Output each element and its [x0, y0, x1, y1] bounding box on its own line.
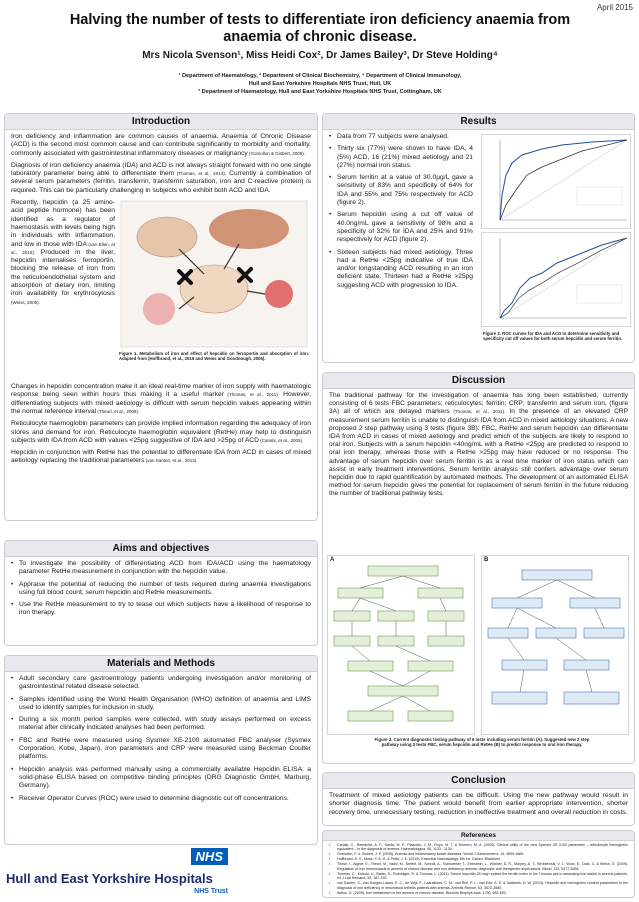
intro-paragraph: Reticulocyte haemoglobin parameters can provide implied information regarding the adequacy of iron stores and demand for iron. Reticulocyte haemoglobin equivalent (RetHe) may help to distinguish subjects with IDA from ACD with values <25pg suggestive of IDA and >25pg of ACD (Canals, et al., 2005). — [11, 420, 311, 444]
introduction-panel — [4, 113, 318, 521]
figure-3b-label: B — [484, 557, 489, 563]
list-item: • Appraise the potential of reducing the number of tests required during anaemia investigations using full blood count, serum hepcidin and RetHe measurements. — [11, 581, 311, 598]
methods-heading: Materials and Methods — [5, 656, 317, 672]
poster-authors: Mrs Nicola Svenson¹, Miss Heidi Cox², Dr James Bailey³, Dr Steve Holding⁴ — [142, 50, 498, 61]
conclusion-text: Treatment of mixed aetiology patients can be difficult. Using the new pathway would result in shorter diagnosis time. The patient would benefit from earlier appropriate intervention, shorter recovery time, unnecessary testing, reduction in ineffective treatment and overall reduction in costs. — [329, 792, 628, 816]
list-item: • Data from 77 subjects were analysed. — [329, 133, 473, 141]
roc-curve-bottom — [481, 232, 631, 327]
reference-item: • Theurl, I., Aigner, E., Theurl, M., Nairz, M., Seifert, M., Schroll, A., Sonnweber, T., Eberwein, L., Witcher, D. R., Murphy, A. T., Wroblewski, V. J., Wurz, E., Datz, C. & Weiss, G. (2009). Regulation of iron homeostasis in anemia of chronic disease and iron deficiency anemia: diagnostic and therapeutic implications. Blood, 113, 5277-5286. — [329, 862, 628, 871]
current-pathway-flowchart — [328, 556, 476, 736]
aims-panel — [4, 540, 318, 646]
list-item: • Hepcidin analysis was performed manually using a commercially available Hepcidin ELISA: a solid-phase ELISA based on competitive binding principles (DRG Diagnostic GmbH, Marburg, Germany). — [11, 766, 311, 791]
results-panel — [322, 113, 635, 363]
intro-paragraph: Recently, hepcidin (a 25 amino-acid peptide hormone) has been identified as a regulator of haemostasis with levels being high in individuals with inflammation, and low in those with IDA (van Ellen, et al., 2010). Produced in the liver, hepcidin internalises ferroportin, blocking the release of iron from the reticuloendothelial system and absorption of dietary iron, limiting iron availability for erythrocytosis (Weiss, 2009). — [11, 199, 116, 305]
reference-item: • Canals, C., Remacha, A. F., Sarda, M. P., Piazuelo, J. M., Royo, M. T. & Romero, M. A. (2005). Clinical utility of the new Sysmex XE 2100 parameter – reticulocyte hemoglobin equivalent – in the diagnosis of anemia. Haematologica, 90, 1133 - 1134. — [329, 843, 628, 852]
list-item: • To investigate the possibility of differentiating ACD from IDA/ACD using the haematology parameter RetHe measurement in conjunction with the hepcidin value. — [11, 560, 311, 577]
intro-paragraph: Iron deficiency and inflammation are common causes of anaemia. Anaemia of Chronic Disease (ACD) is the second most common cause and can contribute significantly to morbidity and mortality, commonly associated with gastrointestinal inflammatory diseases or malignancy (Gomollon & Gisbert, 2009). — [11, 133, 311, 157]
proposed-pathway-flowchart — [482, 556, 630, 736]
figure-3 — [327, 555, 630, 748]
poster-title: Halving the number of tests to differentiate iron deficiency anaemia from anaemia of chronic disease. — [69, 12, 571, 45]
introduction-body — [5, 130, 317, 473]
roc-chart-1 — [482, 135, 632, 230]
figure-1-caption: Figure 1. Metabolism of iron and effect of hepcidin on ferroportin and absorption of iron. Adapted from (Hoffbrand, et al., 2019 and Weiss and Goodnough, 2005). — [119, 351, 309, 362]
list-item: • Sixteen subjects had mixed aetiology. Three had a RetHe <25pg indicative of true IDA and/or longstanding ACD resulting in an iron deficient state. Thirteen had a RetHe >25pg suggesting ACD with progression to IDA. — [329, 249, 473, 290]
affiliation-line: ¹ Department of Haematology, ² Department of Clinical Biochemistry, ⁴ Department of Clinical Immunology, — [178, 73, 462, 79]
iron-metabolism-diagram — [119, 199, 309, 349]
figure-3a — [327, 555, 475, 735]
list-item: • FBC and RetHe were measured using Sysmex XE-2100 automated FBC analyser (Sysmex Corporation, Kobe, Japan), iron parameters and CRP were measured using Beckman Coulter platforms. — [11, 737, 311, 762]
references-heading: References — [323, 831, 634, 841]
intro-paragraph: Hepcidin in conjunction with RetHe has the potential to differentiate IDA from ACD in cases of mixed aetiology replacing the traditional parameters (van Santen, et al., 2013). — [11, 449, 311, 465]
list-item: • Use the RetHe measurement to try to tease out which subjects have a likelihood of response to iron therapy. — [11, 601, 311, 618]
list-item: • Serum hepcidin using a cut off value of 40.0ng/mL gave a sensitivity of 98% and a specificity of 32% for IDA and 25% and 91% respectively for ACD (figure 2). — [329, 211, 473, 244]
reference-item: • Gomollon, F. & Gisbert, J. P. (2009). Anemia and inflammatory bowel diseases. World J Gastroenterol, 15, 4659-4665. — [329, 852, 628, 856]
logo-name: Hull and East Yorkshire Hospitals — [6, 871, 213, 886]
references-list — [323, 841, 634, 898]
aims-heading: Aims and objectives — [5, 541, 317, 557]
discussion-panel — [322, 372, 635, 764]
figure-3-caption: Figure 3. Current diagnostic testing pathway of 6 tests including serum ferritin (A). Suggested new 2 step pathway using 3 tests FBC, serum hepcidin and RetHe (B) to predict response to oral iron therapy. — [374, 737, 590, 748]
conclusion-panel — [322, 772, 635, 826]
reference-item: • Thomas, C., Kobold, U., Balan, S., Roeddiger, R. & Thomas, L. (2011). Serum hepcidin-25 may replace the ferritin index in the Thomas plot in assessing iron status in anemic patients. Int J Lab Hematol, 33, 187-193. — [329, 872, 628, 881]
aims-list — [11, 560, 311, 618]
conclusion-heading: Conclusion — [323, 773, 634, 789]
list-item: • Samples identified using the World Health Organisation (WHO) definition of anaemia and LIMS used to identify samples for inclusion in study. — [11, 696, 311, 713]
figure-3b — [481, 555, 629, 735]
results-heading: Results — [323, 114, 634, 130]
poster-date: April 2015 — [596, 3, 633, 12]
introduction-heading: Introduction — [5, 114, 317, 130]
discussion-paragraph: The traditional pathway for the investigation of anaemia has long been established, currently consisting of 6 tests FBC parameters; reticulocytes; ferritin; CRP; transferrin and serum iron, (figure 3A) all of which are delayed markers (Thomas, et al., 2011). In the presence of an elevated CRP measurement serum ferritin is unable to distinguish IDA from ACD in mixed aetiology situations. A new proposed 2 step pathway using 3 tests (figure 3B): FBC, RetHe and serum hepcidin can differentiate IDA from ACD in cases of mixed aetiology and predict which of the subjects are likely to respond to oral iron. Subjects with a serum hepcidin <40ng/mL with a RetHe <25pg are predicted to respond to oral iron therapy, whereas those with a RetHe >25pg may have reduced or no response. The advantage of serum hepcidin over serum ferritin is as a real time marker of iron status which can assist in early treatment interventions. Serum ferritin analysis still confers advantage over serum hepcidin due to rapid quantification by automated methods. The development of an automated ELISA method for serum hepcidin gives the potential for replacement of serum ferritin in the future reducing the number of traditional pathway tests. — [329, 392, 628, 498]
roc-chart-2 — [482, 233, 632, 328]
list-item: • Receiver Operator Curves (ROC) were used to determine diagnostic cut off concentrations. — [11, 795, 311, 803]
methods-list — [11, 675, 311, 803]
intro-paragraph: Changes in hepcidin concentration make it an ideal real-time marker of iron supply with haematologic response being seen within hours thus making it a useful marker (Thomas, et al., 2011). However, differentiating subjects with mixed aetiology is difficult with serum hepcidin values appearing within the normal reference interval (Theurl, et al., 2009). — [11, 383, 312, 415]
figure-1 — [119, 199, 311, 379]
list-item: • Adult secondary care gastroentrology patients undergoing investigation and/or monitoring of gastrointestinal related disease selected. — [11, 675, 311, 692]
figure-3a-label: A — [330, 557, 335, 563]
roc-curve-top — [481, 134, 631, 229]
nhs-badge: NHS — [191, 848, 228, 865]
methods-panel — [4, 655, 318, 845]
discussion-heading: Discussion — [323, 373, 634, 389]
list-item: • Serum ferritin at a value of 30.0µg/L gave a sensitivity of 83% and specificity of 64% for IDA and 55% and 75% respectively for ACD (figure 2). — [329, 174, 473, 207]
list-item: • Thirty six (77%) were shown to have IDA, 4 (5%) ACD, 16 (21%) mixed aetiology and 21 (27%) normal iron status. — [329, 145, 473, 170]
affiliation-line: Hull and East Yorkshire Hospitals NHS Trust, Hull, UK — [248, 81, 392, 88]
reference-item: • Hoffbrand, A. V., Moss, P. A. H. & Pettit, J. E. (2019). Essential Haematology. 6th ed. Oxford: Blackwell. — [329, 857, 628, 861]
intro-paragraph: Diagnosis of iron deficiency anaemia (IDA) and ACD is not always straight forward with no one single laboratory parameter being able to differentiate them (Thomas, et al., 2013). Currently a combination of several serum parameters (ferritin, transferrin, transferrin saturation, iron and C-reactive protein) is required. This can be particularly challenging in subjects who exhibit both ACD and IDA. — [11, 161, 311, 194]
results-list — [329, 133, 473, 290]
hospital-logo — [6, 848, 228, 896]
references-panel — [322, 830, 635, 898]
affiliation-line: ³ Department of Haematology, Hull and East Yorkshire Hospitals NHS Trust, Cottingham, UK — [198, 89, 442, 96]
nhs-trust-label: NHS Trust — [194, 888, 228, 895]
affiliations — [100, 72, 540, 97]
reference-item: • Weiss, G. (2009). Iron metabolism in the anemia of chronic disease. Biochim Biophys Acta, 1790, 682-693. — [329, 891, 628, 895]
figure-2-caption: Figure 2. ROC curves for IDA and ACD to determine sensitivity and specificity cut off values for both serum hepcidin and serum ferritin. — [483, 331, 623, 342]
list-item: • During a six month period samples were collected, with study assays performed on excess material after clinically indicated analyses had been performed. — [11, 716, 311, 733]
reference-item: • van Santen, S., van Dongen-Lases, E. C., de Vegt, F., Laarakkers, C. M., van Riel, P. L., van Ede, A. E. & Swinkels, D. W. (2013). Hepcidin and hemoglobin content parameters in the diagnosis of iron deficiency in rheumatoid arthritis patients with anemia. Arthritis Rheum, 63, 3672-3680. — [329, 881, 628, 890]
